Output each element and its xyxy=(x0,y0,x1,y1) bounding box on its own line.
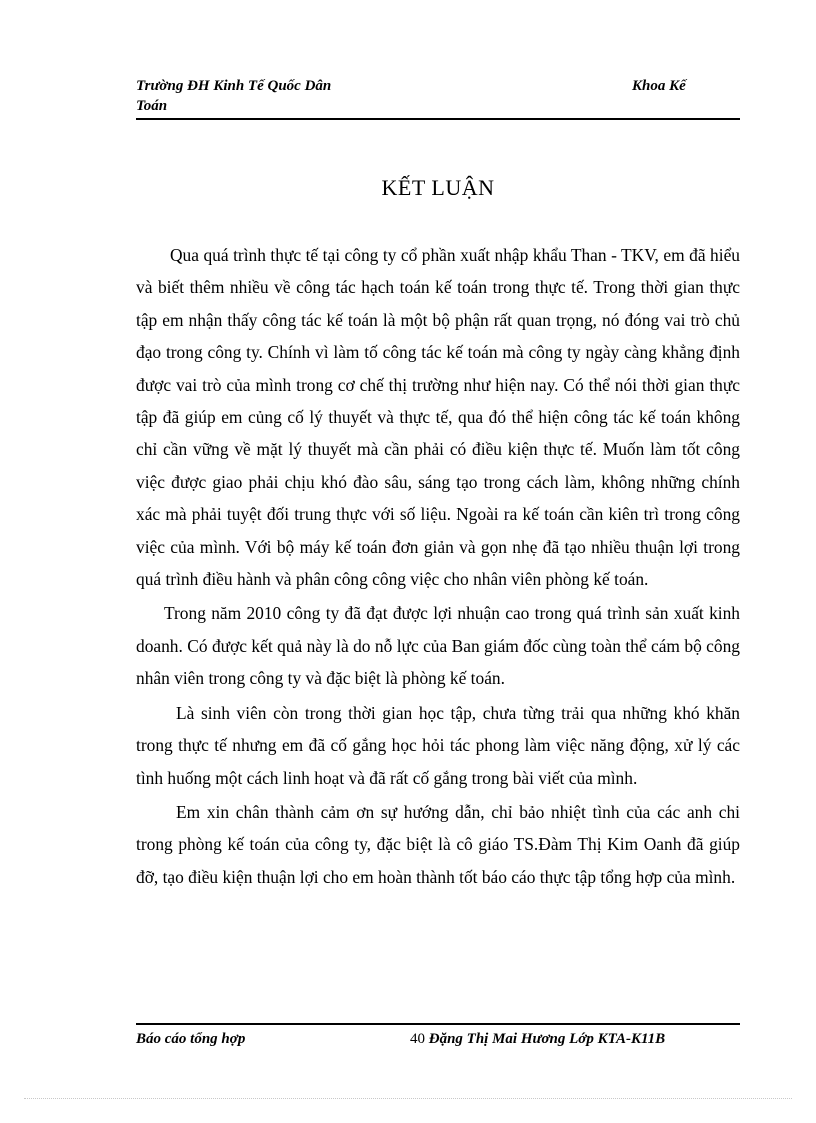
header-department-continued: Toán xyxy=(136,98,168,114)
header-rule xyxy=(136,118,740,120)
page-number: 40 xyxy=(410,1031,425,1047)
page-title: KẾT LUẬN xyxy=(381,175,495,200)
footer-author: Đặng Thị Mai Hương Lớp KTA-K11B xyxy=(428,1031,666,1047)
paragraph-3: Là sinh viên còn trong thời gian học tập, chưa từng trải qua những khó khăn trong thực tế nhưng em đã cố gắng học hỏi tác phong làm việc năng động, xử lý các tình huống một cách linh hoạt và đã rất cố gắng trong bài viết của mình. xyxy=(136,702,740,788)
document-body xyxy=(136,239,740,895)
header-school: Trường ĐH Kinh Tế Quốc Dân xyxy=(136,78,332,94)
header-department: Khoa Kế xyxy=(632,78,686,94)
paragraph-4: Em xin chân thành cảm ơn sự hướng dẫn, chỉ bảo nhiệt tình của các anh chi trong phòng kế toán của công ty, đặc biệt là cô giáo TS.Đàm Thị Kim Oanh đã giúp đỡ, tạo điều kiện thuận lợi cho em hoàn thành tốt báo cáo thực tập tổng hợp của mình. xyxy=(136,801,740,887)
paragraph-1: Qua quá trình thực tế tại công ty cổ phần xuất nhập khẩu Than - TKV, em đã hiểu và biết thêm nhiều về công tác hạch toán kế toán trong thực tế. Trong thời gian thực tập em nhận thấy công tác kế toán là một bộ phận rất quan trọng, nó đóng vai trò chủ đạo trong công ty. Chính vì làm tố công tác kế toán mà công ty ngày càng khẳng định được vai trò của mình trong cơ chế thị trường như hiện nay. Có thể nói thời gian thực tập đã giúp em củng cố lý thuyết và thực tế, qua đó thể hiện công tác kế toán không chỉ cần vững về mặt lý thuyết mà cần phải có điều kiện thực tế. Muốn làm tốt công việc được giao phải chịu khó đào sâu, sáng tạo trong cách làm, không những chính xác mà phải tuyệt đối trung thực với số liệu. Ngoài ra kế toán cần kiên trì trong công việc của mình. Với bộ máy kế toán đơn giản và gọn nhẹ đã tạo nhiều thuận lợi trong quá trình điều hành và phân công công việc cho nhân viên phòng kế toán. xyxy=(136,245,740,590)
footer-report-title: Báo cáo tổng hợp xyxy=(136,1031,246,1047)
footer-info xyxy=(410,1029,665,1049)
footer-rule xyxy=(136,1023,740,1025)
paragraph-2: Trong năm 2010 công ty đã đạt được lợi nhuận cao trong quá trình sản xuất kinh doanh. Có được kết quả này là do nỗ lực của Ban giám đốc cùng toàn thể cám bộ công nhân viên trong công ty và đặc biệt là phòng kế toán. xyxy=(136,603,740,689)
page-bottom-dotted-line xyxy=(24,1098,792,1099)
